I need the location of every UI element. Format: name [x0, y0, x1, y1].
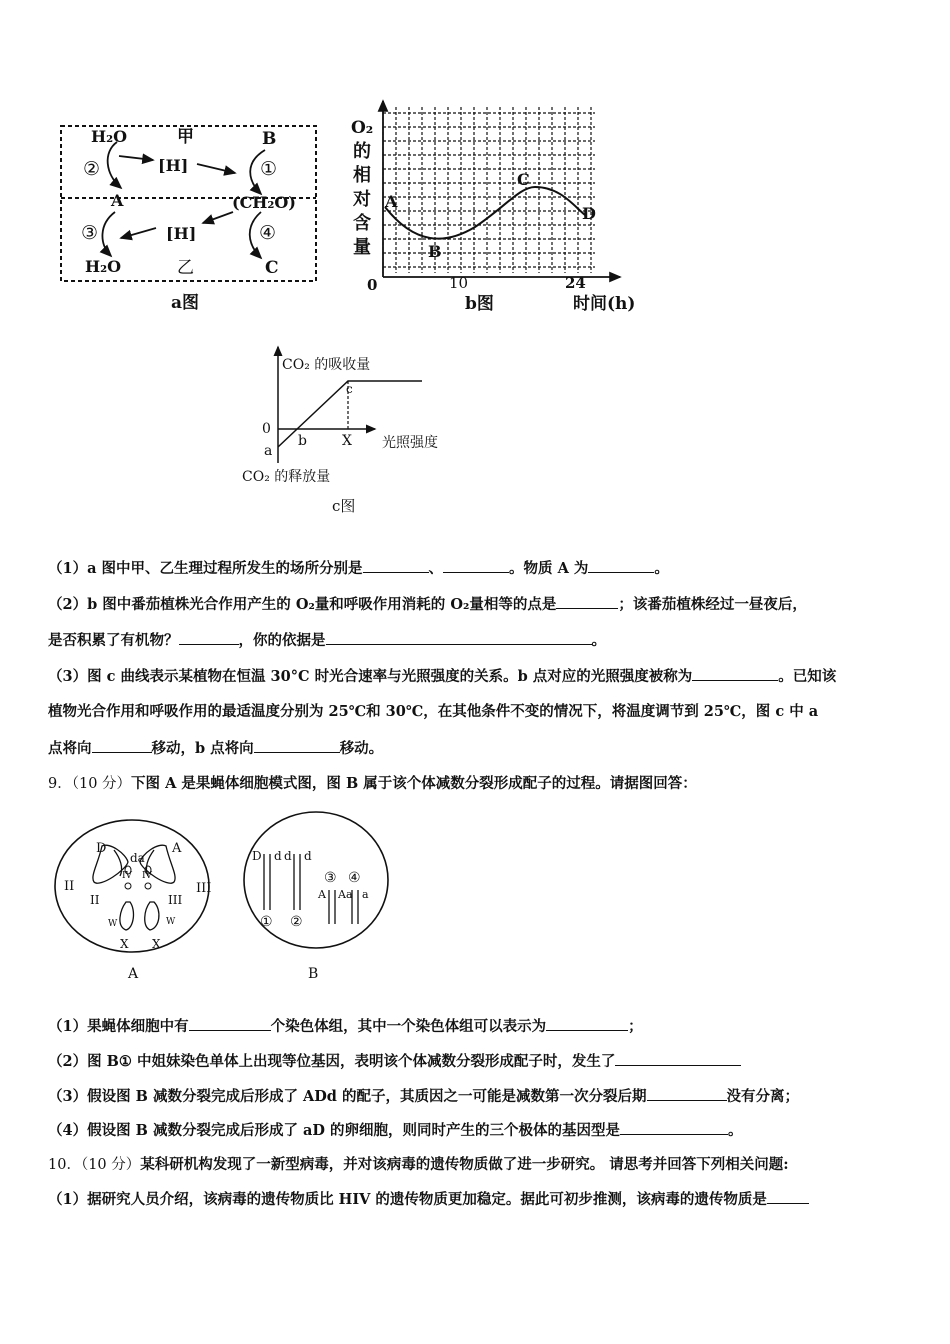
q9-sub2 [48, 1051, 741, 1072]
q8-p1-text-d: 。 [654, 560, 669, 577]
a-label-w-left: W [108, 919, 118, 929]
y-char-4: 对 [353, 189, 371, 210]
step-2: ② [83, 158, 101, 180]
figure-c-caption: c图 [332, 497, 356, 515]
label-c: C [265, 258, 279, 278]
blank[interactable] [363, 558, 429, 573]
c-point-a: a [264, 443, 273, 459]
o2-curve [385, 187, 585, 239]
fig-a-caption: A [128, 966, 139, 982]
q10-s1-text-a: （1）据研究人员介绍，该病毒的遗传物质比 HIV 的遗传物质更加稳定。据此可初步推测，该病毒的遗传物质是 [48, 1191, 767, 1208]
q8-p3-text-e: 移动，b 点将向 [151, 740, 254, 757]
b-label-d-big: D [252, 849, 262, 863]
c-point-b: b [298, 433, 307, 449]
c-x-label: 光照强度 [382, 435, 438, 451]
label-jia: 甲 [177, 127, 194, 147]
blank[interactable] [692, 666, 778, 681]
arrow-3 [102, 212, 115, 256]
blank[interactable] [588, 558, 654, 573]
blank[interactable] [443, 558, 509, 573]
c-origin: 0 [262, 421, 271, 437]
c-point-x: X [342, 433, 352, 449]
blank[interactable] [189, 1016, 271, 1031]
blank[interactable] [647, 1086, 727, 1101]
c-y-top: CO₂ 的吸收量 [282, 357, 371, 373]
q10-sub1 [48, 1189, 809, 1210]
label-yi: 乙 [177, 258, 194, 278]
point-d: D [582, 204, 596, 223]
q9-s2-text-a: （2）图 B① 中姐妹染色单体上出现等位基因，表明该个体减数分裂形成配子时，发生了 [48, 1053, 616, 1070]
c-point-c: c [346, 382, 353, 396]
a-label-da: da [130, 851, 145, 865]
q9-sub4 [48, 1120, 743, 1141]
b-label-d3: d [304, 849, 312, 863]
cell-a [55, 820, 212, 952]
b-label-d1: d [274, 849, 282, 863]
q8-p3-text-f: 移动。 [339, 740, 384, 757]
fig-b-caption: B [308, 966, 319, 982]
arrow-h-bottom [121, 228, 156, 238]
blank[interactable] [556, 594, 618, 609]
label-b: B [262, 129, 277, 149]
b-label-c3: ③ [324, 870, 337, 886]
q9-sub1 [48, 1016, 643, 1037]
a-label-iii-mid: III [168, 893, 183, 907]
tick-0: 0 [367, 276, 378, 294]
a-label-iv-left: IV [122, 871, 133, 881]
q9-s4-text-a: （4）假设图 B 减数分裂完成后形成了 aD 的卵细胞，则同时产生的三个极体的基因型是 [48, 1122, 621, 1139]
blank[interactable] [615, 1051, 741, 1066]
figure-b [345, 95, 655, 320]
q8-part1 [48, 558, 669, 579]
a-label-ii-mid: II [90, 893, 100, 907]
label-a: A [111, 191, 124, 210]
arrow-h-top [197, 164, 235, 173]
figure-a-caption: a图 [171, 293, 200, 313]
point-b: B [428, 242, 442, 261]
arrow-ch2o-h [203, 212, 233, 223]
a-label-d: D [96, 841, 107, 856]
blank[interactable] [254, 738, 340, 753]
q8-p3-text-d: 点将向 [48, 740, 92, 757]
a-label-w-right: W [166, 917, 176, 927]
q8-part2-line2 [48, 630, 606, 651]
q8-p2-text-d: ，你的依据是 [238, 632, 326, 649]
blank[interactable] [546, 1016, 628, 1031]
c-y-bottom: CO₂ 的释放量 [242, 469, 331, 485]
q9-s3-text-a: （3）假设图 B 减数分裂完成后形成了 ADd 的配子，其质因之一可能是减数第一次分裂后期 [48, 1088, 647, 1105]
figure-a [55, 118, 325, 318]
y-char-1: O₂ [351, 118, 374, 138]
h-top: [H] [158, 156, 189, 175]
tick-24: 24 [565, 274, 586, 292]
q10-number: 10．（10 分） [48, 1157, 141, 1173]
q8-p2-text-b: ；该番茄植株经过一昼夜后， [618, 596, 807, 613]
a-label-x-right: X [152, 937, 161, 951]
y-char-6: 量 [353, 237, 371, 258]
q9-figures [50, 806, 390, 988]
grid [383, 107, 595, 273]
q9-s1-text-b: 个染色体组，其中一个染色体组可以表示为 [270, 1018, 547, 1035]
a-label-x-left: X [120, 937, 129, 951]
b-label-small-a: a [362, 888, 369, 901]
q8-part2-line1 [48, 594, 807, 615]
q9-stem [48, 774, 697, 794]
b-label-big-a: A [318, 888, 326, 901]
q9-s3-text-b: 没有分离； [726, 1088, 799, 1105]
y-char-3: 相 [353, 165, 371, 186]
arrow-jia [119, 156, 153, 160]
b-label-c2: ② [290, 914, 303, 930]
q8-p1-text-c: 。物质 A 为 [509, 560, 589, 577]
step-4: ④ [259, 222, 277, 244]
q10-stem [48, 1155, 789, 1175]
blank[interactable] [92, 738, 152, 753]
blank[interactable] [179, 630, 239, 645]
h-bottom: [H] [166, 224, 197, 243]
a-label-a: A [172, 841, 182, 856]
step-1: ① [260, 158, 278, 180]
q8-p2-text-c: 是否积累了有机物？ [48, 632, 179, 649]
figure-b-caption: b图 [465, 294, 494, 314]
q8-p3-text-b: 。已知该 [778, 668, 837, 685]
h2o-top: H₂O [91, 127, 128, 146]
q8-p3-text-a: （3）图 c 曲线表示某植物在恒温 30°C 时光合速率与光照强度的关系。b 点对应的光照强度被称为 [48, 668, 693, 685]
b-label-c4: ④ [348, 870, 361, 886]
q8-p2-text-e: 。 [591, 632, 606, 649]
q9-s1-text-a: （1）果蝇体细胞中有 [48, 1018, 189, 1035]
figure-c [240, 343, 480, 521]
q8-p3-text-c: 植物光合作用和呼吸作用的最适温度分别为 25℃和 30℃，在其他条件不变的情况下，将温度调节到 25℃，图 c 中 a [48, 703, 819, 720]
q9-s4-text-b: 。 [728, 1122, 743, 1139]
q9-s1-text-c: ； [628, 1018, 643, 1035]
b-label-c1: ① [260, 914, 273, 930]
q9-number: 9．（10 分） [48, 776, 132, 792]
x-axis-label: 时间(h) [573, 294, 636, 314]
blank[interactable] [767, 1189, 809, 1204]
q8-p1-text-a: （1）a 图中甲、乙生理过程所发生的场所分别是 [48, 560, 363, 577]
q8-p1-text-b: 、 [428, 560, 444, 577]
blank[interactable] [620, 1120, 728, 1135]
arrow-2 [108, 142, 121, 188]
a-label-ii-left: II [64, 879, 75, 894]
y-char-2: 的 [353, 141, 371, 162]
b-label-d2: d [284, 849, 292, 863]
y-char-5: 含 [353, 213, 371, 234]
a-label-iii-right: III [196, 881, 212, 896]
q9-sub3 [48, 1086, 799, 1107]
q10-stem-text: 某科研机构发现了一新型病毒，并对该病毒的遗传物质做了进一步研究。 请思考并回答下列相关问题: [140, 1156, 789, 1173]
b-label-aa: Aa [338, 888, 353, 901]
a-label-iv-right: IV [142, 871, 153, 881]
step-3: ③ [81, 222, 99, 244]
blank[interactable] [326, 630, 592, 645]
q8-part3-line1 [48, 666, 836, 687]
q9-stem-text: 下图 A 是果蝇体细胞模式图，图 B 属于该个体减数分裂形成配子的过程。请据图回答： [131, 775, 697, 792]
point-a: A [385, 192, 398, 211]
point-c: C [517, 170, 530, 189]
h2o-bottom: H₂O [85, 257, 122, 276]
tick-10: 10 [449, 274, 469, 292]
q8-p2-text-a: （2）b 图中番茄植株光合作用产生的 O₂量和呼吸作用消耗的 O₂量相等的点是 [48, 596, 557, 613]
q8-part3-line2 [48, 702, 818, 722]
ch2o: (CH₂O) [232, 193, 296, 212]
q8-part3-line3 [48, 738, 383, 759]
